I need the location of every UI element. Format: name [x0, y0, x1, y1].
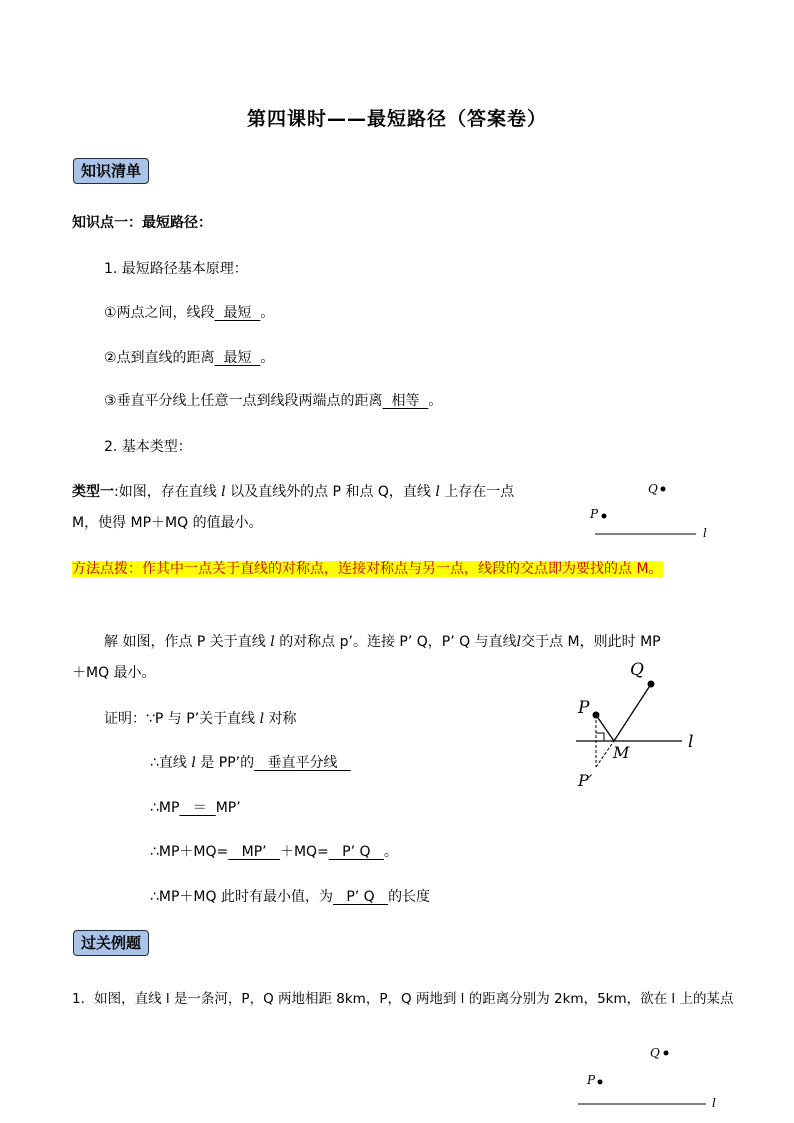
proof-line-e [150, 886, 430, 906]
type1-line2: M，使得 MP＋MQ 的值最小。 [72, 515, 263, 531]
solution-text-c: 交于点 M，则此时 MP [521, 634, 661, 650]
section-badge-examples: 过关例题 [73, 930, 149, 956]
solution-text-a: 解 如图，作点 P 关于直线 [104, 634, 266, 650]
proof-line-a [104, 708, 297, 728]
proof-e-answer: P’ Q [332, 889, 389, 905]
line-l-symbol: l [435, 484, 440, 500]
fig3-label-l: l [712, 1096, 716, 1110]
principle-3 [104, 390, 442, 410]
proof-d-text: ∴MP＋MQ= [150, 844, 229, 860]
proof-b-answer: 垂直平分线 [254, 755, 351, 771]
line-l-symbol: l [259, 711, 265, 727]
type1-text-c: 上存在一点 [444, 484, 515, 500]
proof-d-mid: ＋MQ= [279, 844, 329, 860]
principle-3-answer: 相等 [382, 393, 429, 409]
type1-text-a: :如图，存在直线 [114, 484, 217, 500]
proof-d-answer-2: P’ Q [328, 844, 384, 860]
fig2-label-p: P [578, 698, 590, 718]
fig2-label-pprime: P′ [578, 771, 593, 790]
principle-1-end: 。 [260, 305, 275, 321]
fig3-point-q [664, 1051, 669, 1056]
principle-1-answer: 最短 [214, 305, 261, 321]
proof-c-text: ∴MP [150, 800, 180, 816]
method-tip [72, 553, 722, 585]
principle-1-text: ①两点之间，线段 [104, 305, 215, 321]
proof-a-end: 对称 [268, 711, 297, 727]
principle-2-text: ②点到直线的距离 [104, 350, 215, 366]
fig1-label-q: Q [648, 482, 658, 496]
type1-label: 类型一 [72, 484, 114, 500]
solution-line2: ＋MQ 最小。 [72, 665, 156, 681]
fig2-label-l: l [688, 732, 694, 752]
proof-line-d [150, 841, 398, 861]
proof-line-b [150, 752, 351, 772]
principle-3-text: ③垂直平分线上任意一点到线段两端点的距离 [104, 393, 383, 409]
solution-text-b: 的对称点 p’。连接 P’ Q，P’ Q 与直线 [279, 634, 517, 650]
proof-e-end: 的长度 [388, 889, 431, 905]
type1-text-b: 以及直线外的点 P 和点 Q，直线 [230, 484, 431, 500]
subsection-2: 2. 基本类型： [104, 439, 192, 455]
principle-2-answer: 最短 [214, 350, 261, 366]
fig1-label-p: P [590, 507, 599, 521]
proof-d-answer-1: MP’ [228, 844, 280, 860]
method-tip-text: 方法点拨：作其中一点关于直线的对称点，连接对称点与另一点，线段的交点即为要找的点 M。 [72, 561, 663, 577]
line-l-symbol: l [270, 634, 275, 650]
proof-a-text: 证明：∵P 与 P’关于直线 [104, 711, 256, 727]
fig2-label-q: Q [630, 660, 644, 680]
fig3-point-p [598, 1080, 603, 1085]
principle-3-end: 。 [428, 393, 443, 409]
section-badge-knowledge: 知识清单 [73, 158, 149, 184]
fig2-label-m: M [613, 743, 630, 762]
fig2-right-angle [596, 733, 604, 741]
figure-reflection [570, 655, 720, 800]
example-1-text: 1．如图，直线 l 是一条河，P，Q 两地相距 8km，P，Q 两地到 l 的距离分别为 2km，5km，欲在 l 上的某点 [72, 991, 734, 1007]
type1-line1 [72, 481, 514, 501]
fig1-label-l: l [703, 526, 707, 540]
fig1-point-q [661, 487, 666, 492]
fig2-segment-mq [614, 684, 651, 741]
proof-line-c [150, 797, 241, 817]
figure-type1 [570, 476, 720, 546]
proof-e-text: ∴MP＋MQ 此时有最小值，为 [150, 889, 333, 905]
page-title: 第四课时——最短路径（答案卷） [246, 108, 547, 130]
subsection-1: 1. 最短路径基本原理： [104, 261, 248, 277]
line-l-symbol: l [191, 755, 196, 771]
proof-c-end: MP’ [215, 800, 241, 816]
line-l-symbol: l [516, 634, 522, 650]
proof-b-mid: 是 PP’的 [200, 755, 255, 771]
fig3-label-q: Q [650, 1046, 660, 1060]
knowledge-point-heading: 知识点一：最短路径： [72, 215, 212, 231]
line-l-symbol: l [221, 484, 226, 500]
principle-2 [104, 347, 274, 367]
proof-c-answer: ＝ [179, 800, 216, 816]
figure-example1 [570, 1040, 720, 1110]
proof-d-end: 。 [383, 844, 398, 860]
fig1-point-p [602, 514, 607, 519]
principle-1 [104, 302, 274, 322]
fig2-dashed-ppm [596, 741, 614, 767]
fig3-label-p: P [587, 1073, 596, 1087]
fig2-segment-pm [596, 715, 614, 741]
proof-b-text: ∴直线 [150, 755, 187, 771]
solution-line1 [104, 631, 661, 651]
principle-2-end: 。 [260, 350, 275, 366]
